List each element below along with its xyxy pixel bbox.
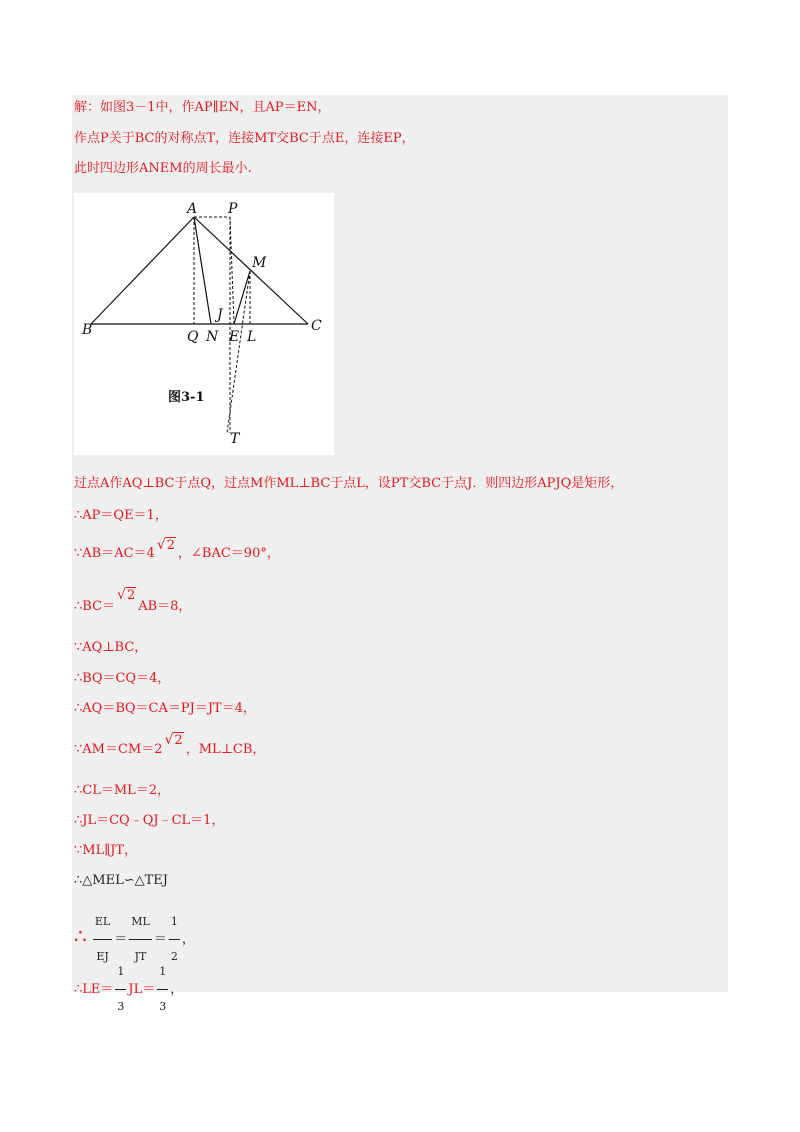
solution-line-11 (74, 732, 266, 758)
fraction-one-half: $\frac{1}{2}$ (169, 905, 180, 974)
therefore-symbol: ∴ (74, 924, 87, 948)
sqrt-2-c: √2 (164, 732, 183, 748)
solution-line-16: ∴ $\frac{EL}{EJ}$ ＝ $\frac{ML}{JT}$ ＝ $\frac{1}{2}$ ， (74, 905, 195, 974)
label-p: P (228, 201, 238, 217)
segment-ab (91, 217, 194, 324)
segment-em (234, 271, 250, 324)
label-n: N (206, 329, 219, 345)
solution-line-7 (74, 587, 192, 615)
solution-line-6 (74, 537, 280, 562)
segment-ac (194, 217, 308, 324)
label-t: T (230, 431, 240, 447)
label-b: B (82, 322, 93, 338)
label-a: A (187, 201, 198, 217)
fraction-one-third-a: $\frac{1}{3}$ (115, 955, 126, 1024)
line7-part-c: AB＝8， (138, 599, 192, 614)
figure-svg (74, 193, 334, 455)
solution-line-9: ∴BQ＝CQ＝4， (74, 671, 171, 686)
label-j: J (217, 307, 223, 323)
fraction-one-third-b: $\frac{1}{3}$ (157, 955, 168, 1024)
line11-part-c: ，ML⊥CB， (185, 742, 266, 757)
solution-line-2: 作点P关于BC的对称点T，连接MT交BC于点E，连接EP， (74, 131, 415, 146)
solution-line-8: ∵AQ⊥BC， (74, 640, 148, 655)
fraction-el-ej: $\frac{EL}{EJ}$ (93, 905, 112, 974)
solution-line-3: 此时四边形ANEM的周长最小. (74, 161, 252, 176)
label-c: C (311, 318, 322, 334)
line6-part-c: ，∠BAC＝90°， (178, 546, 280, 561)
label-m: M (252, 255, 267, 271)
solution-line-15: ∴△MEL∽△TEJ (74, 873, 168, 888)
solution-line-14: ∵ML∥JT， (74, 843, 138, 858)
label-q: Q (187, 329, 199, 345)
label-e: E (229, 329, 240, 345)
solution-line-5: ∴AP＝QE＝1， (74, 508, 168, 523)
segment-ep (230, 217, 234, 324)
label-l: L (247, 329, 257, 345)
line7-part-a: ∴BC＝ (74, 599, 116, 614)
geometry-figure (74, 193, 334, 455)
solution-line-1: 解：如图3－1中，作AP∥EN，且AP＝EN， (74, 100, 331, 115)
solution-line-13: ∴JL＝CQ﹣QJ﹣CL＝1， (74, 813, 225, 828)
fraction-ml-jt: $\frac{ML}{JT}$ (129, 905, 152, 974)
sqrt-2-b: √2 (117, 587, 136, 603)
line11-part-a: ∵AM＝CM＝2 (74, 742, 163, 757)
solution-line-17: ∴LE＝ $\frac{1}{3}$ JL＝ $\frac{1}{3}$ ， (74, 955, 183, 1024)
figure-caption: 图3-1 (168, 390, 205, 405)
solution-line-12: ∴CL＝ML＝2， (74, 783, 171, 798)
sqrt-2-a: √2 (156, 537, 176, 553)
solution-line-4: 过点A作AQ⊥BC于点Q，过点M作ML⊥BC于点L，设PT交BC于点J．则四边形APJQ是矩形， (74, 476, 624, 491)
solution-line-10: ∴AQ＝BQ＝CA＝PJ＝JT＝4， (74, 701, 256, 716)
segment-an (194, 217, 211, 324)
line6-part-a: ∵AB＝AC＝4 (74, 546, 155, 561)
